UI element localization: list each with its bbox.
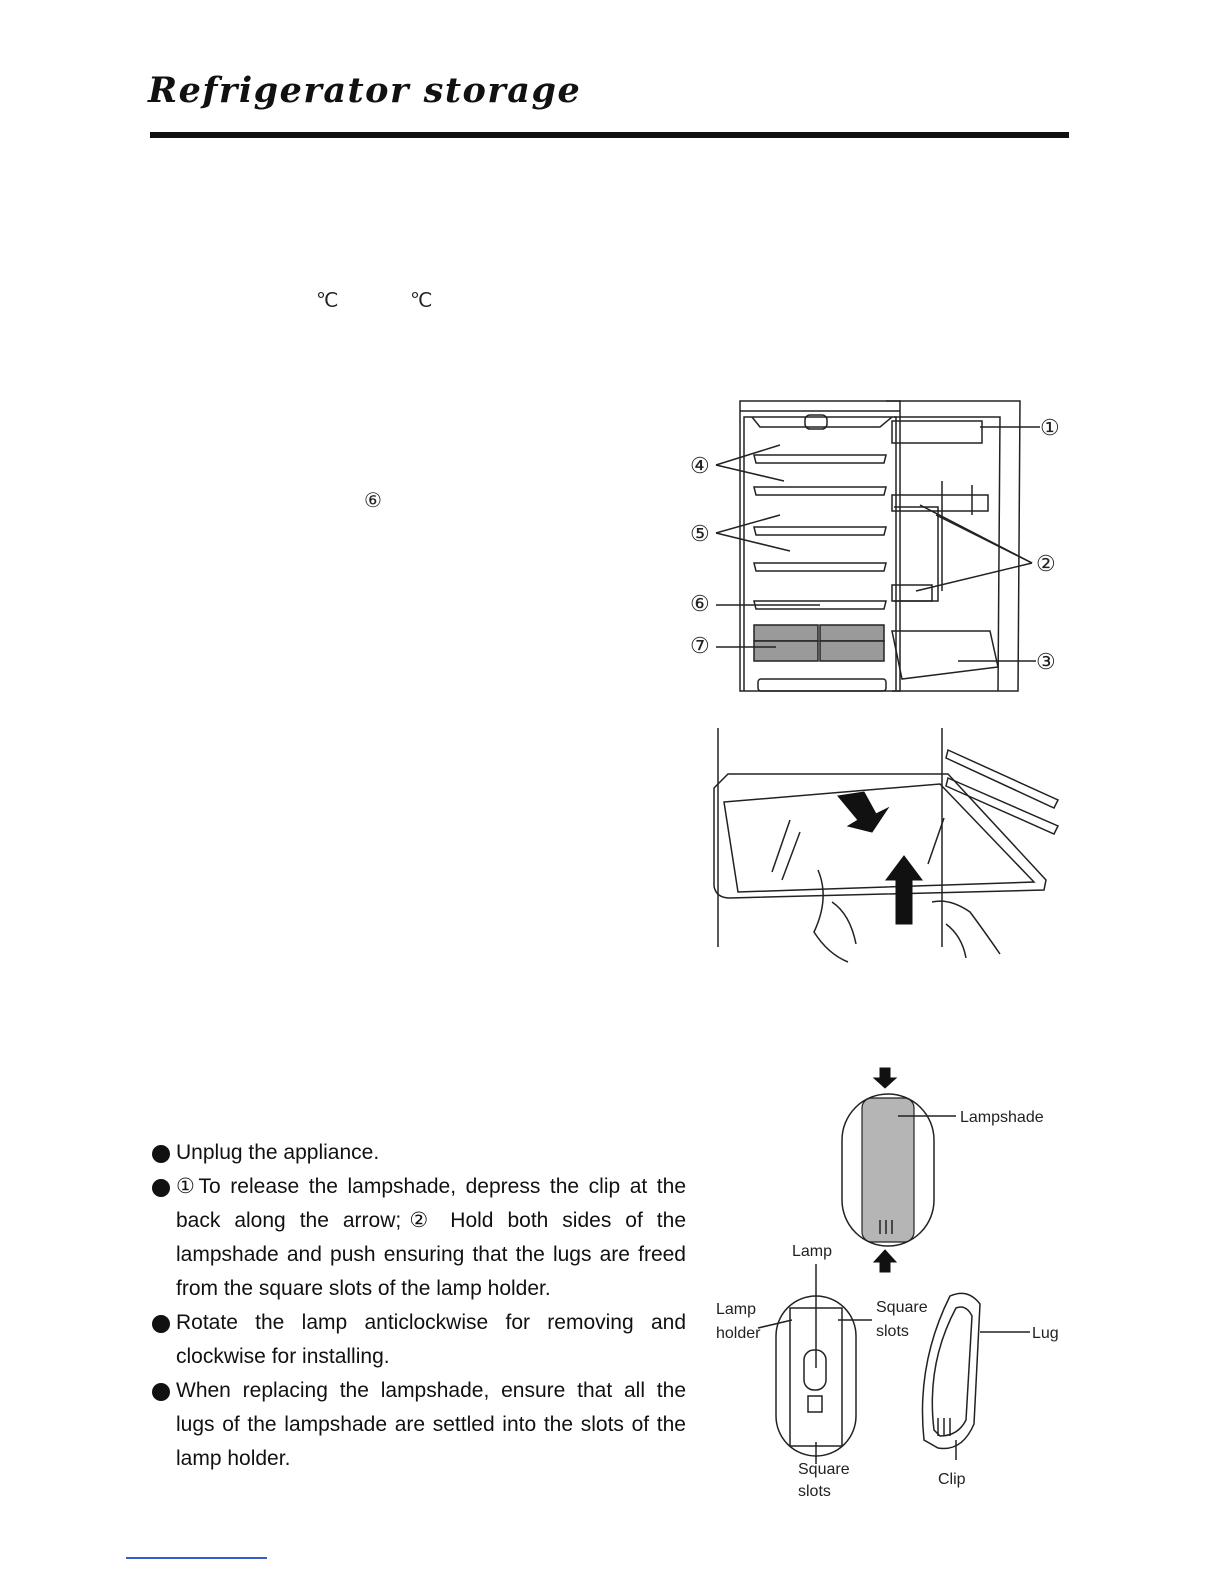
list-item xyxy=(152,1374,686,1476)
fridge-diagram xyxy=(680,395,1070,695)
lamp-label: Lamp xyxy=(792,1243,833,1260)
footer-rule xyxy=(126,1557,267,1559)
bullet-icon xyxy=(152,1383,170,1401)
fridge-callout-7: ⑦ xyxy=(690,633,710,658)
step-text: Unplug the appliance. xyxy=(176,1141,380,1164)
lug-label: Lug xyxy=(1032,1325,1059,1342)
step-text: ①To release the lampshade, depress the clip at the back along the arrow;② Hold both sides of the lampshade and push ensuring that the lugs are freed from the square slots of the lamp holder. xyxy=(176,1175,686,1300)
bullet-icon xyxy=(152,1145,170,1163)
step-text: Rotate the lamp anticlockwise for removing and clockwise for installing. xyxy=(176,1311,686,1368)
inline-callout-6: ⑥ xyxy=(364,490,382,512)
square-slots-bottom-label: slots xyxy=(798,1483,831,1500)
bullet-icon xyxy=(152,1179,170,1197)
bullet-icon xyxy=(152,1315,170,1333)
fridge-callout-4: ④ xyxy=(690,453,710,478)
list-item xyxy=(152,1136,686,1170)
list-item xyxy=(152,1170,686,1306)
square-slots-bottom-label: Square xyxy=(798,1461,850,1478)
square-slots-label: slots xyxy=(876,1323,909,1340)
fridge-callout-6: ⑥ xyxy=(690,591,710,616)
lamp-assembly-diagram xyxy=(712,1064,1062,1504)
square-slots-label: Square xyxy=(876,1299,928,1316)
clip-label: Clip xyxy=(938,1471,966,1488)
fridge-callout-2: ② xyxy=(1036,551,1056,576)
step-text: When replacing the lampshade, ensure that all the lugs of the lampshade are settled into the slots of the lamp holder. xyxy=(176,1379,686,1470)
lamp-holder-label: holder xyxy=(716,1325,761,1342)
degree-symbol: ℃ xyxy=(316,290,339,312)
fridge-callout-3: ③ xyxy=(1036,649,1056,674)
degree-symbol: ℃ xyxy=(410,290,433,312)
fridge-callout-1: ① xyxy=(1040,415,1060,440)
lamp-holder-label: Lamp xyxy=(716,1301,757,1318)
lampshade-label: Lampshade xyxy=(960,1109,1044,1126)
list-item xyxy=(152,1306,686,1374)
lamp-replacement-steps xyxy=(152,1136,686,1476)
title-rule xyxy=(150,132,1069,138)
shelf-installation-illustration xyxy=(700,722,1070,967)
page-title: Refrigerator storage xyxy=(148,70,582,111)
fridge-callout-5: ⑤ xyxy=(690,521,710,546)
